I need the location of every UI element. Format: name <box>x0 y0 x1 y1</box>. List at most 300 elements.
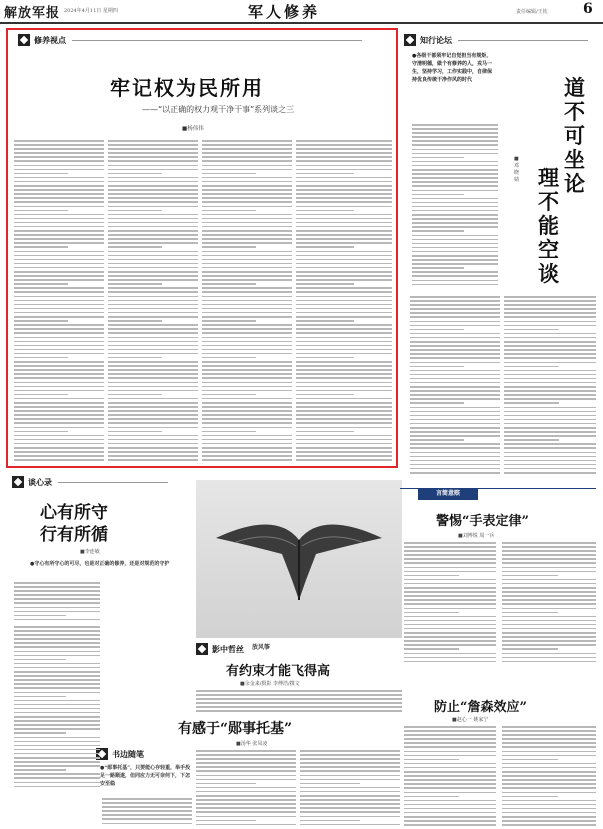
text-line <box>412 226 498 228</box>
text-line <box>202 427 292 429</box>
text-line <box>502 808 596 810</box>
heart-body-1 <box>14 582 100 622</box>
text-line <box>108 402 198 404</box>
text-line <box>296 169 392 171</box>
text-line <box>202 410 292 412</box>
text-line <box>410 394 500 396</box>
text-line <box>296 263 392 265</box>
text-line <box>404 808 496 810</box>
text-line <box>202 287 292 289</box>
text-line <box>14 222 104 224</box>
text-line <box>108 271 198 273</box>
text-line <box>202 173 256 175</box>
text-line <box>504 325 596 327</box>
text-line <box>502 583 596 585</box>
text-line <box>296 197 392 199</box>
text-line <box>196 694 402 696</box>
vertical-title-2: 理不能空谈 <box>538 165 559 286</box>
text-line <box>14 230 104 232</box>
text-line <box>14 255 104 257</box>
text-line <box>412 259 498 261</box>
text-line <box>14 332 104 334</box>
text-line <box>14 287 104 289</box>
text-line <box>412 230 464 232</box>
text-line <box>14 324 104 326</box>
text-line <box>102 802 192 804</box>
text-line <box>14 177 104 179</box>
text-line <box>14 144 104 146</box>
featured-column-label: 修养视点 <box>18 34 362 46</box>
text-line <box>14 646 100 648</box>
text-line <box>202 451 292 453</box>
right-summary: ●各级干部须牢记自觉担当有规矩、守清明德，做个有修养的人，戎马一生，坚持学习，工作实践中，自律保持优良传统干净作风的时代 <box>412 53 493 83</box>
text-line <box>502 632 596 634</box>
text-line <box>502 603 596 605</box>
editor-credit: 责任编辑/王钦 <box>516 9 548 15</box>
text-line <box>412 132 498 134</box>
text-line <box>404 599 496 601</box>
text-line <box>14 201 104 203</box>
text-line <box>14 226 104 228</box>
text-line <box>196 758 296 760</box>
right-author: ■邓晓婧 <box>514 156 520 183</box>
text-line <box>196 698 402 700</box>
text-line <box>404 775 496 777</box>
text-line <box>14 765 100 767</box>
text-line <box>196 820 256 822</box>
text-line <box>108 238 198 240</box>
text-line <box>410 407 500 409</box>
text-line <box>108 230 198 232</box>
text-line <box>196 816 296 818</box>
text-line <box>202 377 292 379</box>
text-line <box>14 353 104 355</box>
text-line <box>14 267 104 269</box>
text-line <box>108 394 162 396</box>
text-line <box>412 284 498 286</box>
text-line <box>202 206 292 208</box>
text-line <box>296 410 392 412</box>
notice-title: 警惕“手表定律” <box>436 514 529 529</box>
text-line <box>202 251 292 253</box>
text-line <box>14 638 100 640</box>
text-line <box>502 644 596 646</box>
text-line <box>108 337 198 339</box>
text-line <box>504 452 596 454</box>
text-line <box>108 406 198 408</box>
text-line <box>410 456 500 458</box>
text-line <box>108 222 198 224</box>
text-line <box>102 823 192 825</box>
ribbon-author: ■汤华 张凤凌 <box>236 741 268 747</box>
text-line <box>404 616 496 618</box>
text-line <box>296 361 392 363</box>
text-line <box>14 189 104 191</box>
right-body-3 <box>504 296 596 476</box>
text-line <box>202 345 292 347</box>
text-line <box>14 679 100 681</box>
text-line <box>504 378 596 380</box>
text-line <box>14 357 68 359</box>
text-line <box>502 775 596 777</box>
text-line <box>14 611 100 613</box>
text-line <box>108 300 198 302</box>
text-line <box>502 640 596 642</box>
text-line <box>202 165 292 167</box>
text-line <box>296 443 392 445</box>
text-line <box>202 455 292 457</box>
text-line <box>14 683 100 685</box>
text-line <box>410 345 500 347</box>
text-line <box>108 218 198 220</box>
text-line <box>14 439 104 441</box>
text-line <box>14 598 100 600</box>
text-line <box>504 333 596 335</box>
text-line <box>14 447 104 449</box>
text-line <box>202 144 292 146</box>
text-line <box>296 152 392 154</box>
text-line <box>202 152 292 154</box>
text-line <box>502 816 596 818</box>
text-line <box>404 816 496 818</box>
text-line <box>404 746 496 748</box>
text-line <box>102 810 192 812</box>
text-line <box>412 185 498 187</box>
text-line <box>296 242 392 244</box>
text-line <box>410 419 500 421</box>
masthead: 解放军报 <box>4 6 61 21</box>
text-line <box>108 382 198 384</box>
text-line <box>502 595 596 597</box>
text-line <box>412 235 498 237</box>
text-line <box>202 373 292 375</box>
prevention-title: 防止“詹森效应” <box>434 700 527 715</box>
text-line <box>502 783 596 785</box>
text-line <box>202 259 292 261</box>
text-line <box>410 390 500 392</box>
text-line <box>14 418 104 420</box>
text-line <box>202 267 292 269</box>
text-line <box>504 345 596 347</box>
photo-body <box>196 690 402 714</box>
text-line <box>502 763 596 765</box>
text-line <box>412 255 498 257</box>
text-line <box>296 418 392 420</box>
text-line <box>502 579 596 581</box>
text-line <box>202 275 292 277</box>
text-line <box>202 312 292 314</box>
text-line <box>202 230 292 232</box>
text-line <box>502 787 596 789</box>
text-line <box>502 779 596 781</box>
featured-body-col-1 <box>14 140 104 462</box>
text-line <box>296 291 392 293</box>
text-line <box>296 435 392 437</box>
text-line <box>202 361 292 363</box>
text-line <box>196 791 296 793</box>
text-line <box>404 759 459 761</box>
text-line <box>202 459 292 461</box>
text-line <box>410 378 500 380</box>
text-line <box>14 341 104 343</box>
text-line <box>504 447 596 449</box>
text-line <box>504 321 596 323</box>
text-line <box>202 279 292 281</box>
text-line <box>202 390 292 392</box>
text-line <box>202 414 292 416</box>
text-line <box>410 398 500 400</box>
text-line <box>14 369 104 371</box>
text-line <box>14 291 104 293</box>
text-line <box>300 750 400 752</box>
text-line <box>14 337 104 339</box>
text-line <box>296 271 392 273</box>
text-line <box>14 140 104 142</box>
text-line <box>202 197 292 199</box>
text-line <box>202 246 256 248</box>
text-line <box>504 300 596 302</box>
text-line <box>14 663 100 665</box>
text-line <box>108 148 198 150</box>
text-line <box>14 410 104 412</box>
text-line <box>296 230 392 232</box>
text-line <box>296 447 392 449</box>
text-line <box>14 259 104 261</box>
text-line <box>412 214 498 216</box>
text-line <box>504 353 596 355</box>
text-line <box>202 353 292 355</box>
text-line <box>412 149 498 151</box>
text-line <box>108 152 198 154</box>
text-line <box>202 148 292 150</box>
text-line <box>296 173 354 175</box>
text-line <box>14 451 104 453</box>
text-line <box>404 567 496 569</box>
text-line <box>14 607 100 609</box>
text-line <box>296 177 392 179</box>
text-line <box>296 222 392 224</box>
text-line <box>404 595 496 597</box>
text-line <box>300 754 400 756</box>
text-line <box>108 177 198 179</box>
text-line <box>14 619 100 621</box>
text-line <box>202 328 292 330</box>
ribbon-body-1 <box>196 750 296 826</box>
text-line <box>14 582 100 584</box>
text-line <box>300 779 400 781</box>
text-line <box>502 742 596 744</box>
text-line <box>14 271 104 273</box>
text-line <box>410 427 500 429</box>
text-line <box>202 320 256 322</box>
text-line <box>202 402 292 404</box>
text-line <box>108 259 198 261</box>
text-line <box>108 431 162 433</box>
text-line <box>504 402 559 404</box>
text-line <box>196 754 296 756</box>
text-line <box>296 206 392 208</box>
text-line <box>202 394 256 396</box>
text-line <box>14 602 100 604</box>
text-line <box>504 443 596 445</box>
text-line <box>202 283 256 285</box>
text-line <box>296 275 392 277</box>
text-line <box>404 734 496 736</box>
text-line <box>296 373 392 375</box>
text-line <box>404 571 496 573</box>
text-line <box>202 140 292 142</box>
text-line <box>296 160 392 162</box>
heart-author: ■李连敏 <box>80 549 100 555</box>
text-line <box>196 807 296 809</box>
text-line <box>108 263 198 265</box>
text-line <box>502 796 558 798</box>
text-line <box>504 411 596 413</box>
featured-body-col-2 <box>108 140 198 462</box>
section-title: 军人修养 <box>248 3 321 21</box>
text-line <box>108 418 198 420</box>
text-line <box>108 365 198 367</box>
text-line <box>14 732 66 734</box>
text-line <box>14 459 104 461</box>
text-line <box>108 435 198 437</box>
book-notes-column-label: 书边随笔 <box>96 748 144 760</box>
text-line <box>108 439 198 441</box>
book-notes-body <box>102 798 192 826</box>
text-line <box>108 349 198 351</box>
section-icon <box>196 643 208 655</box>
text-line <box>412 177 498 179</box>
text-line <box>202 398 292 400</box>
text-line <box>108 451 198 453</box>
text-line <box>296 218 392 220</box>
text-line <box>296 189 392 191</box>
text-line <box>202 271 292 273</box>
text-line <box>404 657 496 659</box>
text-line <box>202 156 292 158</box>
text-line <box>412 280 498 282</box>
text-line <box>14 720 100 722</box>
text-line <box>404 812 496 814</box>
text-line <box>14 692 100 694</box>
text-line <box>14 345 104 347</box>
text-line <box>502 567 596 569</box>
text-line <box>14 455 104 457</box>
text-line <box>404 628 496 630</box>
text-line <box>504 398 596 400</box>
text-line <box>504 304 596 306</box>
text-line <box>14 427 104 429</box>
text-line <box>108 369 198 371</box>
text-line <box>196 775 296 777</box>
text-line <box>14 160 104 162</box>
text-line <box>108 210 162 212</box>
text-line <box>108 455 198 457</box>
text-line <box>502 554 596 556</box>
text-line <box>108 373 198 375</box>
text-line <box>404 542 496 544</box>
text-line <box>502 771 596 773</box>
text-line <box>14 737 100 739</box>
text-line <box>202 324 292 326</box>
text-line <box>410 423 500 425</box>
text-line <box>404 755 496 757</box>
text-line <box>14 716 100 718</box>
text-line <box>412 169 498 171</box>
text-line <box>502 751 596 753</box>
text-line <box>202 349 292 351</box>
text-line <box>504 431 596 433</box>
text-line <box>108 160 198 162</box>
text-line <box>196 702 402 704</box>
text-line <box>504 341 596 343</box>
text-line <box>502 734 596 736</box>
text-line <box>502 738 596 740</box>
heart-title-line1: 心有所守 <box>40 503 108 523</box>
text-line <box>202 308 292 310</box>
text-line <box>404 771 496 773</box>
text-line <box>202 291 292 293</box>
text-line <box>404 579 496 581</box>
text-line <box>108 308 198 310</box>
text-line <box>14 386 104 388</box>
text-line <box>410 435 500 437</box>
text-line <box>412 202 498 204</box>
text-line <box>300 783 360 785</box>
text-line <box>296 185 392 187</box>
text-line <box>108 193 198 195</box>
text-line <box>14 626 100 628</box>
text-line <box>404 546 496 548</box>
text-line <box>410 447 500 449</box>
text-line <box>410 460 500 462</box>
text-line <box>296 287 392 289</box>
page-number: 6 <box>583 1 593 17</box>
text-line <box>14 320 68 322</box>
text-line <box>404 742 496 744</box>
text-line <box>108 144 198 146</box>
text-line <box>300 795 400 797</box>
text-line <box>14 349 104 351</box>
text-line <box>14 165 104 167</box>
text-line <box>14 655 100 657</box>
text-line <box>202 226 292 228</box>
text-line <box>14 296 104 298</box>
text-line <box>502 653 596 655</box>
text-line <box>410 312 500 314</box>
text-line <box>108 320 162 322</box>
text-line <box>410 357 500 359</box>
text-line <box>196 811 296 813</box>
text-line <box>14 753 100 755</box>
text-line <box>14 242 104 244</box>
text-line <box>296 345 392 347</box>
text-line <box>108 246 162 248</box>
text-line <box>102 806 192 808</box>
text-line <box>196 787 296 789</box>
text-line <box>108 427 198 429</box>
text-line <box>202 181 292 183</box>
text-line <box>504 394 596 396</box>
text-line <box>196 690 402 692</box>
text-line <box>502 800 596 802</box>
text-line <box>296 324 392 326</box>
text-line <box>412 267 464 269</box>
text-line <box>502 767 596 769</box>
text-line <box>296 201 392 203</box>
text-line <box>196 750 296 752</box>
text-line <box>412 271 498 273</box>
